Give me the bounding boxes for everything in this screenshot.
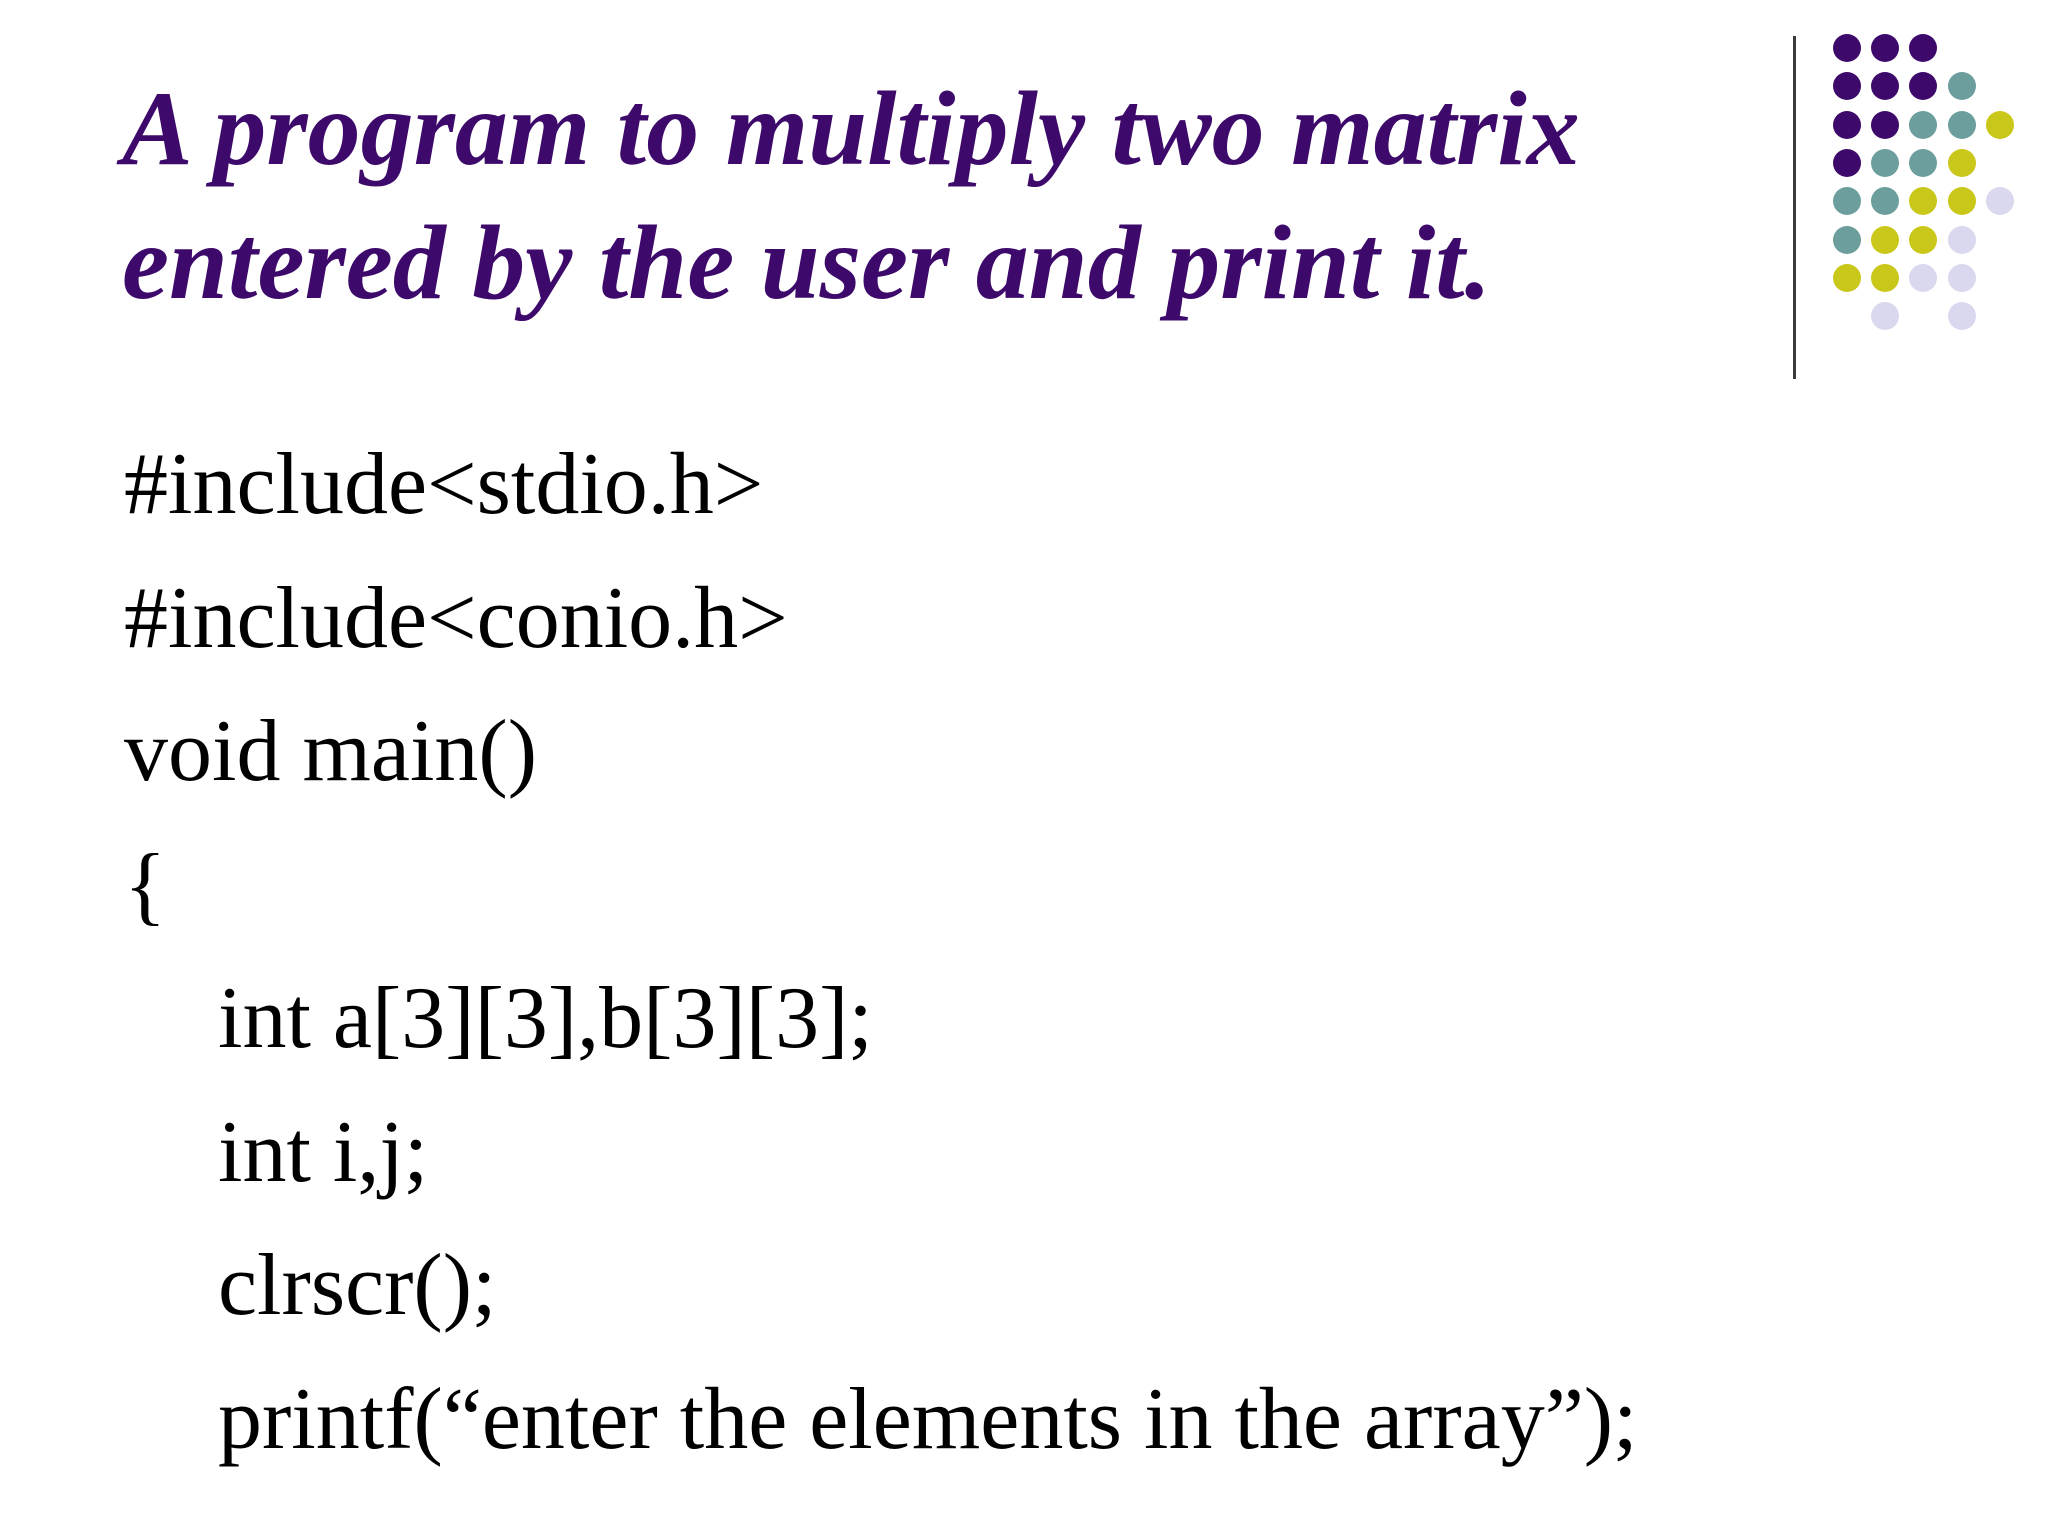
code-line-int-decl: int i,j; xyxy=(218,1103,429,1201)
dot-olive xyxy=(1986,111,2014,139)
dot-teal xyxy=(1833,187,1861,215)
dot-purple xyxy=(1871,72,1899,100)
dot-olive xyxy=(1948,149,1976,177)
code-line-open-brace: { xyxy=(124,836,167,934)
dot-lavender xyxy=(1948,226,1976,254)
dot-olive xyxy=(1909,187,1937,215)
dot-purple xyxy=(1871,111,1899,139)
dot-olive xyxy=(1909,226,1937,254)
dot-purple xyxy=(1833,149,1861,177)
dot-olive xyxy=(1871,226,1899,254)
code-line-include-stdio: #include<stdio.h> xyxy=(124,436,764,533)
dot-teal xyxy=(1909,149,1937,177)
code-line-clrscr: clrscr(); xyxy=(218,1237,497,1334)
dot-purple xyxy=(1833,111,1861,139)
dot-teal xyxy=(1871,187,1899,215)
title-line-1: A program to multiply two matrix xyxy=(122,70,1580,187)
dot-lavender xyxy=(1948,302,1976,330)
code-line-array-decl: int a[3][3],b[3][3]; xyxy=(218,970,873,1067)
dot-purple xyxy=(1833,72,1861,100)
code-block xyxy=(124,418,2004,1486)
dot-purple xyxy=(1871,34,1899,62)
code-line-include-conio: #include<conio.h> xyxy=(124,569,788,667)
title-line-2: entered by the user and print it. xyxy=(122,204,1492,321)
dot-teal xyxy=(1833,226,1861,254)
dot-olive xyxy=(1871,264,1899,292)
dot-purple xyxy=(1909,34,1937,62)
code-line-void-main: void main() xyxy=(124,703,538,800)
dot-lavender xyxy=(1948,264,1976,292)
dot-grid-icon xyxy=(0,0,2048,400)
dot-purple xyxy=(1833,34,1861,62)
dot-teal xyxy=(1871,149,1899,177)
dot-lavender xyxy=(1909,264,1937,292)
dot-teal xyxy=(1909,111,1937,139)
dot-olive xyxy=(1833,264,1861,292)
dot-purple xyxy=(1909,72,1937,100)
dot-teal xyxy=(1948,111,1976,139)
dot-teal xyxy=(1948,72,1976,100)
dot-lavender xyxy=(1871,302,1899,330)
dot-olive xyxy=(1948,187,1976,215)
code-line-printf: printf(“enter the elements in the array”); xyxy=(218,1370,1638,1468)
dot-lavender xyxy=(1986,187,2014,215)
